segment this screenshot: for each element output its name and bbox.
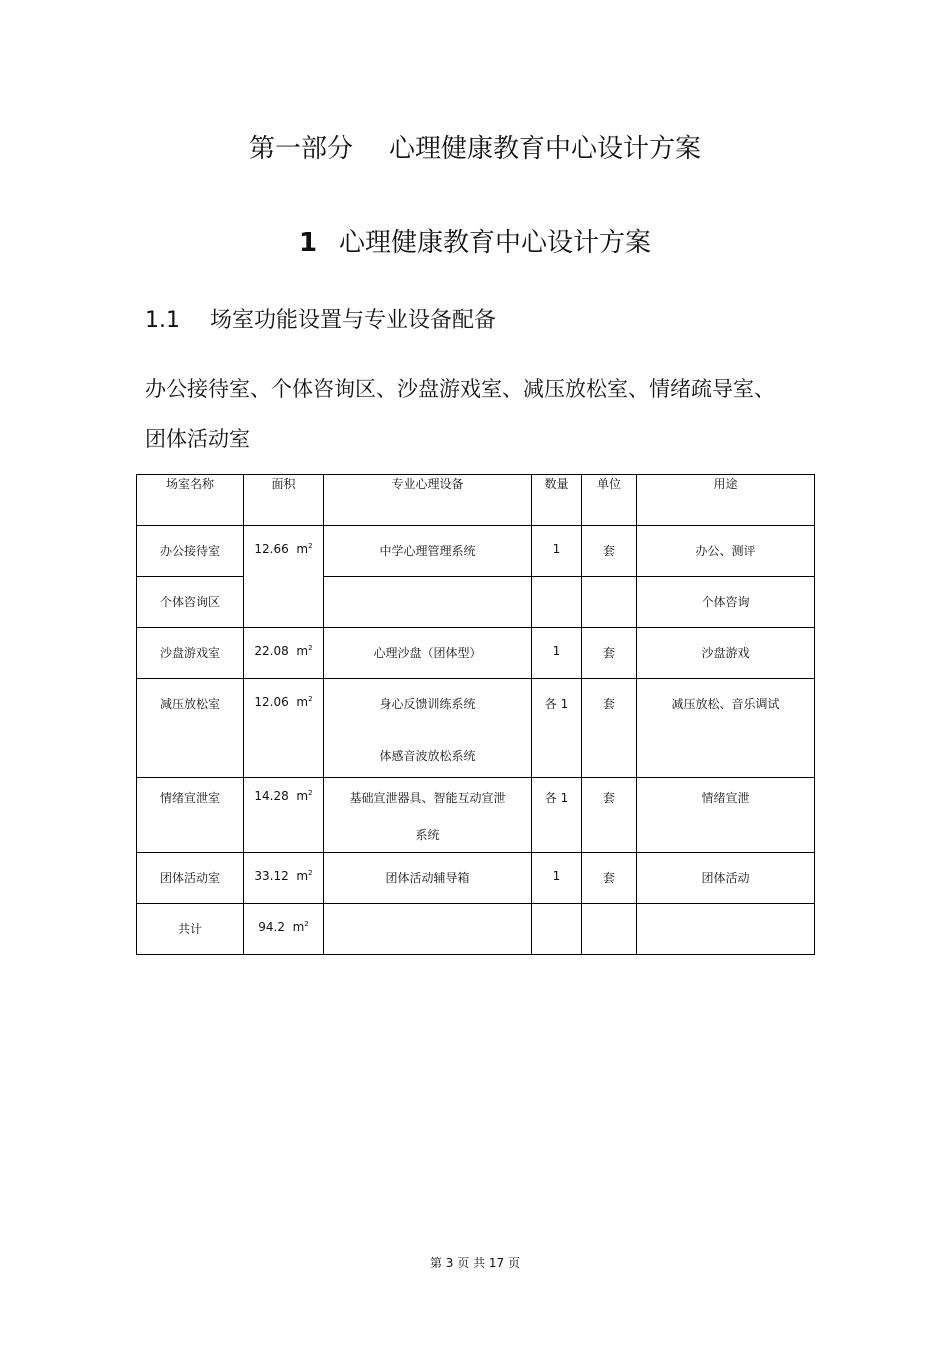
- part-title-text: 心理健康教育中心设计方案: [389, 134, 702, 164]
- total-label: 共计: [177, 922, 202, 936]
- table-row: [137, 679, 815, 778]
- room-name: 个体咨询区: [159, 595, 220, 609]
- rooms-table: [136, 474, 815, 955]
- total-pages: 17: [488, 1256, 505, 1270]
- total-area: 94.2 $m^2$: [258, 920, 309, 934]
- intro-line-2: 团体活动室: [145, 427, 250, 451]
- equipment: [324, 577, 531, 593]
- room-name: 沙盘游戏室: [159, 646, 220, 660]
- equipment: 中学心理管理系统: [379, 544, 476, 558]
- table-total-row: [137, 904, 815, 955]
- quantity: 各 1: [544, 791, 569, 805]
- equipment-line-2: 体感音波放松系统: [379, 749, 476, 763]
- header-area: 面积: [244, 475, 324, 526]
- header-room-name: 场室名称: [137, 475, 244, 526]
- room-name: 办公接待室: [159, 544, 220, 558]
- room-name: 团体活动室: [159, 871, 220, 885]
- use: 办公、测评: [695, 544, 756, 558]
- header-quantity: 数量: [532, 475, 582, 526]
- quantity: 1: [552, 644, 561, 658]
- table-header-row: [137, 475, 815, 526]
- use: 团体活动: [701, 871, 750, 885]
- room-area: 12.06 $m^2$: [254, 695, 313, 709]
- room-area: 33.12 $m^2$: [254, 869, 313, 883]
- table-row: [137, 577, 815, 628]
- equipment-line-1: 基础宣泄器具、智能互动宣泄: [349, 791, 506, 805]
- use: 个体咨询: [701, 595, 750, 609]
- quantity: 1: [552, 542, 561, 556]
- quantity: 各 1: [544, 697, 569, 711]
- unit: 套: [602, 791, 615, 805]
- room-area: 22.08 $m^2$: [254, 644, 313, 658]
- use: 减压放松、音乐调试: [671, 697, 780, 711]
- table-row: [137, 778, 815, 853]
- chapter-title: [0, 222, 950, 259]
- table-row: [137, 853, 815, 904]
- section-title-text: 场室功能设置与专业设备配备: [210, 308, 497, 333]
- unit: 套: [602, 697, 615, 711]
- use: 情绪宣泄: [701, 791, 750, 805]
- header-equipment: 专业心理设备: [324, 475, 532, 526]
- unit: 套: [602, 871, 615, 885]
- quantity: 1: [552, 869, 561, 883]
- quantity: [532, 577, 581, 593]
- part-title-prefix: 第一部分: [248, 134, 353, 164]
- table-row: [137, 628, 815, 679]
- equipment-line-1: 身心反馈训练系统: [379, 697, 476, 711]
- unit: 套: [602, 646, 615, 660]
- equipment: 心理沙盘（团体型）: [373, 646, 482, 660]
- equipment: [324, 778, 531, 843]
- equipment: 团体活动辅导箱: [385, 871, 470, 885]
- unit: [582, 577, 636, 593]
- equipment-line-2: 系统: [415, 828, 440, 842]
- part-title: [0, 128, 950, 165]
- use: 沙盘游戏: [701, 646, 750, 660]
- section-title: [145, 303, 496, 334]
- equipment: [324, 679, 531, 764]
- chapter-title-text: 心理健康教育中心设计方案: [339, 228, 652, 258]
- header-use: 用途: [637, 475, 815, 526]
- room-area: 12.66 $m^2$: [254, 542, 313, 556]
- page-footer: 第 3 页 共 17 页: [429, 1256, 521, 1270]
- intro-line-1: 办公接待室、个体咨询区、沙盘游戏室、减压放松室、情绪疏导室、: [145, 377, 775, 401]
- room-name: 减压放松室: [159, 697, 220, 711]
- chapter-number: 1: [298, 228, 318, 258]
- unit: 套: [602, 544, 615, 558]
- section-number: 1.1: [145, 308, 180, 333]
- room-name: 情绪宣泄室: [159, 791, 220, 805]
- current-page: 3: [445, 1256, 454, 1270]
- header-unit: 单位: [582, 475, 637, 526]
- table-row: [137, 526, 815, 577]
- room-area: 14.28 $m^2$: [254, 789, 313, 803]
